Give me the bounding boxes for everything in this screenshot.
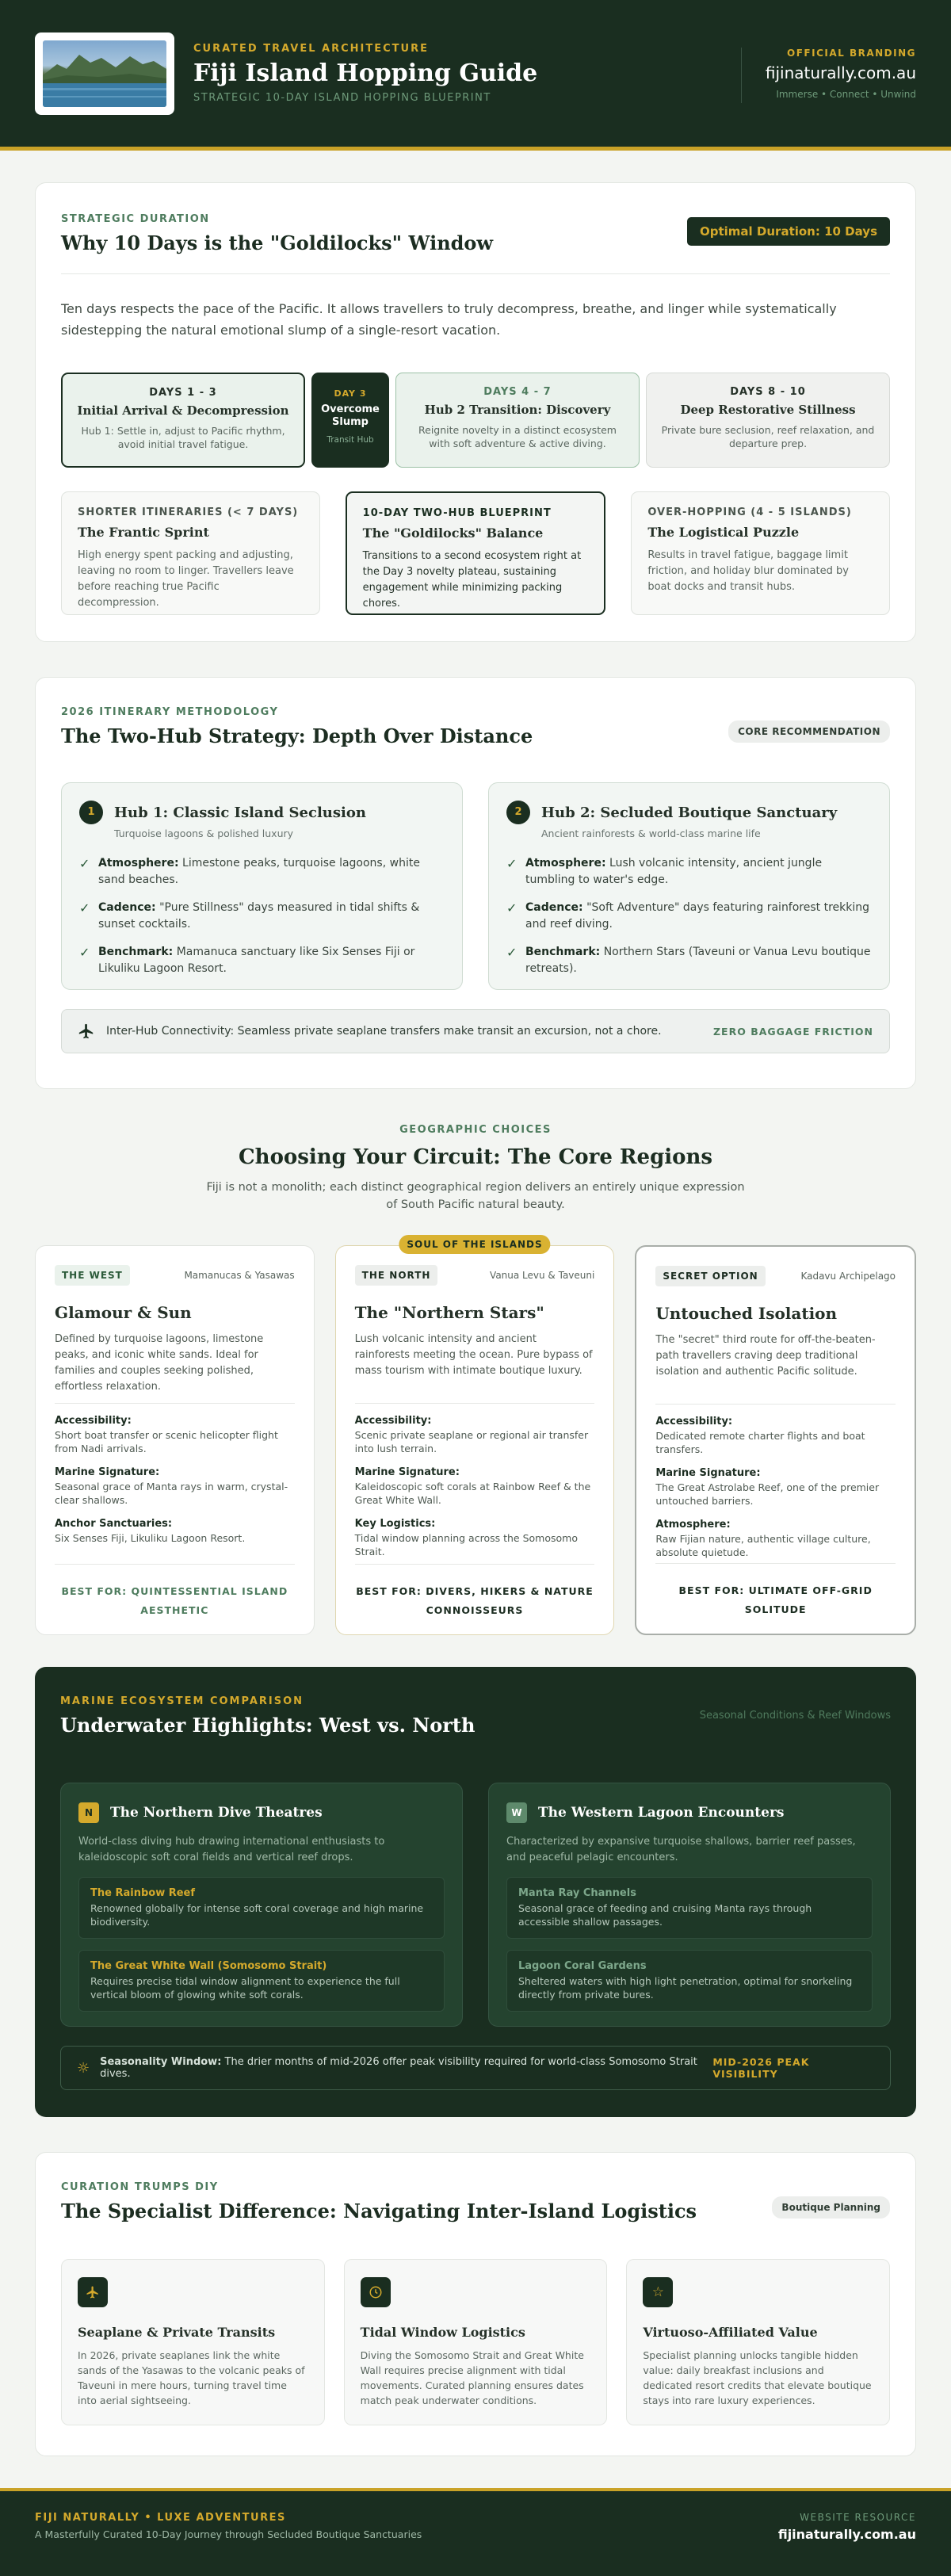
lead-line: Fiji is not a monolith; each distinct geographical region delivers an entirely unique expression [206, 1181, 745, 1194]
region-best-for: BEST FOR: DIVERS, HIKERS & NATURE CONNOISSEURS [355, 1564, 595, 1620]
card-kicker: OVER-HOPPING (4 - 5 ISLANDS) [647, 506, 852, 518]
feature-title: Seaplane & Private Transits [78, 2325, 276, 2340]
branding-block [741, 48, 916, 103]
step-title: Hub 2 Transition: Discovery [424, 403, 611, 417]
dive-spot: Manta Ray Channels Seasonal grace of feeding and cruising Manta rays through accessible shallow passages. [506, 1877, 873, 1939]
hub-card [61, 782, 463, 990]
dive-text: Characterized by expansive turquoise shallows, barrier reef passes, and peaceful pelagic encounters. [506, 1836, 856, 1863]
feature-card [344, 2259, 608, 2425]
dive-spot: Lagoon Coral Gardens Sheltered waters with high light penetration, optimal for snorkeling directly from private bures. [506, 1950, 873, 2012]
timeline-step [646, 373, 890, 468]
season-tag: MID-2026 PEAK VISIBILITY [712, 2056, 810, 2080]
hub-subtitle: Turquoise lagoons & polished luxury [114, 827, 294, 839]
hub-subtitle: Ancient rainforests & world-class marine life [541, 827, 761, 839]
section-eyebrow: GEOGRAPHIC CHOICES [399, 1124, 552, 1136]
dive-text: World-class diving hub drawing international enthusiasts to kaleidoscopic soft coral fields and vertical reef drops. [78, 1836, 385, 1863]
tagline: Immerse • Connect • Unwind [776, 89, 916, 100]
region-title: Glamour & Sun [55, 1303, 192, 1322]
feature-cards [61, 2259, 890, 2425]
recommendation-badge: CORE RECOMMENDATION [728, 720, 890, 743]
region-tag: THE NORTH [355, 1265, 438, 1286]
check-icon: ✓ [506, 856, 518, 871]
step-days: DAYS 8 - 10 [730, 386, 806, 398]
section-note: Seasonal Conditions & Reef Windows [699, 1710, 891, 1722]
feature-text: In 2026, private seaplanes link the white sands of the Yasawas to the volcanic peaks of Taveuni in mere hours, turning travel time into aerial sightseeing. [78, 2349, 305, 2406]
region-title: Untouched Isolation [655, 1304, 838, 1323]
section-eyebrow: CURATION TRUMPS DIY [61, 2181, 219, 2193]
region-tag: SECRET OPTION [655, 1266, 765, 1286]
region-fact: Marine Signature: Seasonal grace of Manta rays in warm, crystal-clear shallows. [55, 1466, 288, 1506]
comparison-cards [61, 491, 890, 615]
step-title: Deep Restorative Stillness [680, 403, 856, 417]
region-fact: Accessibility: Scenic private seaplane or regional air transfer into lush terrain. [354, 1415, 589, 1454]
check-icon: ✓ [506, 945, 518, 960]
star-icon: ☆ [643, 2277, 673, 2307]
region-card-west [35, 1245, 315, 1635]
region-card-north [335, 1239, 615, 1635]
lead-line: of South Pacific natural beauty. [386, 1198, 565, 1211]
region-fact: Atmosphere: Raw Fijian nature, authentic village culture, absolute quietude. [655, 1519, 871, 1558]
marine-section [35, 1667, 916, 2117]
section-title: The Two-Hub Strategy: Depth Over Distance [61, 724, 533, 747]
duration-section [35, 182, 916, 642]
card-text: Results in travel fatigue, baggage limit friction, and holiday blur dominated by boat docks and transit hubs. [647, 549, 849, 593]
footer-description: A Masterfully Curated 10-Day Journey through Secluded Boutique Sanctuaries [35, 2528, 422, 2540]
check-icon: ✓ [79, 900, 90, 915]
section-eyebrow: STRATEGIC DURATION [61, 213, 210, 225]
hub-card [488, 782, 890, 990]
hub-point: ✓ Cadence: "Pure Stillness" days measured in tidal shifts & sunset cocktails. [79, 900, 445, 933]
page-footer [0, 2488, 951, 2576]
card-title: The Frantic Sprint [78, 525, 209, 540]
header-subtitle: STRATEGIC 10-DAY ISLAND HOPPING BLUEPRINT [193, 92, 491, 104]
featured-badge: SOUL OF THE ISLANDS [399, 1235, 550, 1254]
region-title: The "Northern Stars" [354, 1303, 544, 1322]
divider [655, 1404, 896, 1405]
dive-title: The Northern Dive Theatres [110, 1805, 323, 1821]
comparison-card-highlight [346, 491, 606, 615]
hub-point: ✓ Benchmark: Mamanuca sanctuary like Six Senses Fiji or Likuliku Lagoon Resort. [79, 944, 445, 977]
dive-spot: The Rainbow Reef Renowned globally for intense soft coral coverage and high marine biodiversity. [78, 1877, 445, 1939]
card-text: Transitions to a second ecosystem right at the Day 3 novelty plateau, sustaining engagement while minimizing packing chores. [362, 550, 582, 610]
region-fact: Key Logistics: Tidal window planning across the Somosomo Strait. [354, 1518, 578, 1557]
plane-icon [78, 2277, 108, 2307]
duration-badge: Optimal Duration: 10 Days [687, 217, 890, 246]
region-text: Lush volcanic intensity and ancient rainforests meeting the ocean. Pure bypass of mass tourism with intimate boutique luxury. [354, 1333, 593, 1377]
step-text: Reignite novelty in a distinct ecosystem with soft adventure & active diving. [418, 424, 617, 449]
feature-card [61, 2259, 325, 2425]
region-fact: Accessibility: Short boat transfer or scenic helicopter flight from Nadi arrivals. [55, 1415, 278, 1454]
footer-brand: FIJI NATURALLY • LUXE ADVENTURES [35, 2512, 286, 2524]
feature-text: Specialist planning unlocks tangible hidden value: daily breakfast inclusions and dedicated resort credits that elevate boutique stays into rare luxury experiences. [643, 2349, 872, 2406]
divider [55, 1403, 295, 1404]
timeline [61, 373, 890, 468]
connectivity-banner [61, 1009, 890, 1053]
seasonality-banner [60, 2046, 891, 2090]
region-fact: Accessibility: Dedicated remote charter flights and boat transfers. [655, 1416, 865, 1455]
region-fact: Marine Signature: Kaleidoscopic soft corals at Rainbow Reef & the Great White Wall. [354, 1466, 591, 1506]
step-text: Hub 1: Settle in, adjust to Pacific rhythm, avoid initial travel fatigue. [81, 425, 285, 450]
region-best-for: BEST FOR: QUINTESSENTIAL ISLAND AESTHETIC [55, 1564, 295, 1620]
section-eyebrow: 2026 ITINERARY METHODOLOGY [61, 706, 279, 718]
strategy-section [35, 677, 916, 1089]
hub-point: ✓ Atmosphere: Lush volcanic intensity, ancient jungle tumbling to water's edge. [506, 855, 872, 889]
page-title: Fiji Island Hopping Guide [193, 59, 538, 87]
dive-spot: The Great White Wall (Somosomo Strait) Requires precise tidal window alignment to experience the full vertical bloom of glowing white soft corals. [78, 1950, 445, 2012]
card-title: The "Goldilocks" Balance [362, 526, 544, 541]
section-eyebrow: MARINE ECOSYSTEM COMPARISON [60, 1695, 304, 1707]
card-title: The Logistical Puzzle [647, 525, 800, 540]
branding-label: OFFICIAL BRANDING [787, 48, 916, 59]
hub-title: Hub 2: Secluded Boutique Sanctuary [541, 804, 838, 821]
specialist-section [35, 2152, 916, 2456]
timeline-step [311, 373, 389, 468]
dive-card-north [60, 1783, 463, 2027]
check-icon: ✓ [506, 900, 518, 915]
north-icon: N [78, 1802, 99, 1823]
hub-cards [61, 782, 890, 990]
region-text: The "secret" third route for off-the-beaten-path travellers craving deep traditional isolation and authentic Pacific solitude. [655, 1334, 876, 1378]
season-text: The drier months of mid-2026 offer peak visibility required for world-class Somosomo Strait dives. [100, 2056, 697, 2080]
comparison-card [631, 491, 890, 615]
step-title: Overcome Slump [321, 403, 380, 428]
region-text: Defined by turquoise lagoons, limestone peaks, and iconic white sands. Ideal for families and couples seeking polished, effortless relaxation. [55, 1333, 264, 1393]
site-link[interactable]: fijinaturally.com.au [765, 63, 916, 82]
regions-section [0, 1124, 951, 1213]
hub-point: ✓ Atmosphere: Limestone peaks, turquoise lagoons, white sand beaches. [79, 855, 445, 889]
footer-site-link[interactable]: fijinaturally.com.au [777, 2527, 916, 2542]
region-location: Mamanucas & Yasawas [184, 1270, 295, 1281]
timeline-step [395, 373, 640, 468]
feature-text: Diving the Somosomo Strait and Great White Wall requires precise alignment with tidal movements. Curated planning ensures dates match peak underwater conditions. [360, 2349, 584, 2406]
section-title: Underwater Highlights: West vs. North [60, 1714, 476, 1737]
plane-icon [78, 1022, 95, 1040]
region-location: Vanua Levu & Taveuni [490, 1270, 595, 1281]
section-title: Why 10 Days is the "Goldilocks" Window [61, 231, 494, 254]
region-best-for: BEST FOR: ULTIMATE OFF-GRID SOLITUDE [655, 1563, 896, 1619]
clock-icon [361, 2277, 391, 2307]
step-text: Transit Hub [327, 435, 374, 445]
region-cards [35, 1239, 916, 1635]
step-title: Initial Arrival & Decompression [77, 403, 289, 418]
region-location: Kadavu Archipelago [800, 1271, 896, 1282]
section-lead [0, 1179, 951, 1213]
timeline-step [61, 373, 305, 468]
card-kicker: SHORTER ITINERARIES (< 7 DAYS) [78, 506, 299, 518]
dive-title: The Western Lagoon Encounters [538, 1805, 785, 1821]
hub-number: 1 [79, 801, 103, 824]
check-icon: ✓ [79, 856, 90, 871]
hub-title: Hub 1: Classic Island Seclusion [114, 804, 366, 821]
section-title: Choosing Your Circuit: The Core Regions [238, 1145, 713, 1169]
header-eyebrow: CURATED TRAVEL ARCHITECTURE [193, 43, 429, 55]
card-text: High energy spent packing and adjusting, leaving no room to linger. Travellers leave before reaching true Pacific decompression. [78, 549, 294, 609]
divider [355, 1403, 595, 1404]
planning-badge: Boutique Planning [772, 2196, 890, 2219]
region-card-secret [635, 1245, 916, 1635]
page-header [0, 0, 951, 151]
section-lead: Ten days respects the pace of the Pacific. It allows travellers to truly decompress, breathe, and linger while systematically sidestepping the natural emotional slump of a single-resort vacation. [61, 301, 837, 338]
footer-resource-label: WEBSITE RESOURCE [800, 2512, 916, 2523]
season-label: Seasonality Window: [100, 2056, 222, 2068]
connectivity-text: Inter-Hub Connectivity: Seamless private seaplane transfers make transit an excursion, not a chore. [106, 1025, 662, 1038]
hub-point: ✓ Cadence: "Soft Adventure" days featuring rainforest trekking and reef diving. [506, 900, 872, 933]
connectivity-tag: ZERO BAGGAGE FRICTION [712, 1025, 873, 1038]
dive-card-west [488, 1783, 891, 2027]
step-text: Private bure seclusion, reef relaxation, and departure prep. [661, 424, 875, 449]
step-days: DAYS 4 - 7 [483, 386, 552, 398]
west-icon: W [506, 1802, 527, 1823]
hub-number: 2 [506, 801, 530, 824]
region-fact: Anchor Sanctuaries: Six Senses Fiji, Likuliku Lagoon Resort. [55, 1518, 246, 1544]
feature-title: Tidal Window Logistics [360, 2325, 525, 2340]
feature-title: Virtuoso-Affiliated Value [643, 2325, 818, 2340]
feature-card [626, 2259, 890, 2425]
card-kicker: 10-DAY TWO-HUB BLUEPRINT [362, 507, 552, 519]
region-tag: THE WEST [55, 1265, 130, 1286]
check-icon: ✓ [79, 945, 90, 960]
region-fact: Marine Signature: The Great Astrolabe Reef, one of the premier untouched barriers. [655, 1467, 880, 1507]
step-days: DAY 3 [334, 388, 367, 399]
step-days: DAYS 1 - 3 [149, 387, 217, 399]
sun-icon: ☼ [77, 2059, 90, 2077]
header-photo [35, 32, 174, 115]
hub-point: ✓ Benchmark: Northern Stars (Taveuni or Vanua Levu boutique retreats). [506, 944, 872, 977]
dive-columns [60, 1783, 891, 2027]
comparison-card [61, 491, 320, 615]
divider [61, 273, 890, 274]
section-title: The Specialist Difference: Navigating Inter-Island Logistics [61, 2200, 697, 2222]
